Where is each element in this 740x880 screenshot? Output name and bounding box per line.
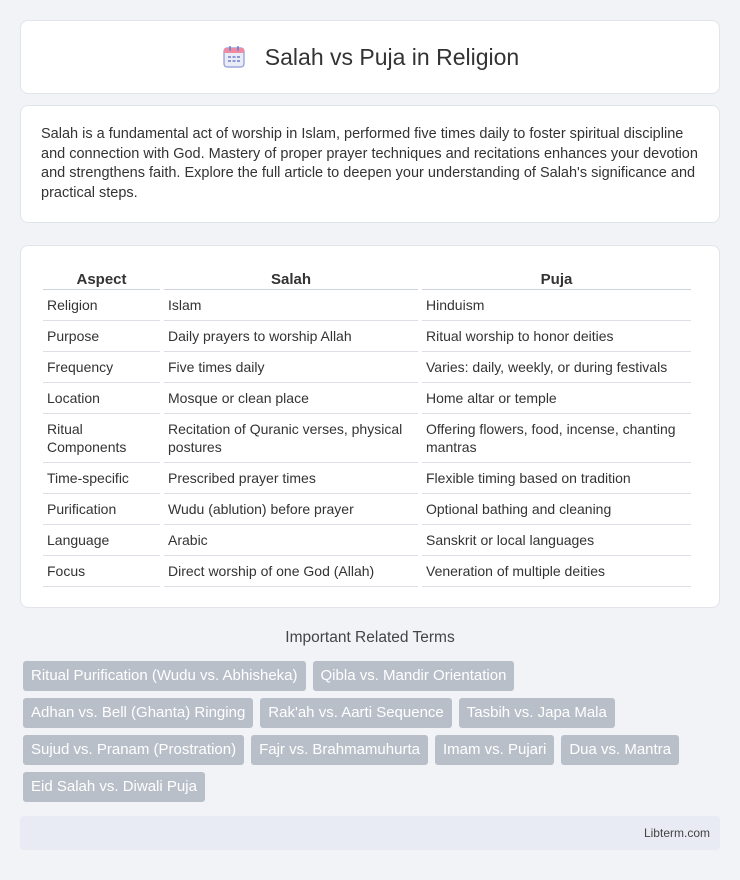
page-title: Salah vs Puja in Religion [264,43,520,70]
calendar-icon [221,44,247,70]
table-row [43,525,691,556]
table-row [43,352,691,383]
related-term-tag[interactable]: Adhan vs. Bell (Ghanta) Ringing [23,698,253,728]
table-cell: Prescribed prayer times [164,463,418,494]
intro-card [20,105,720,223]
table-cell: Veneration of multiple deities [422,556,691,587]
table-row [43,463,691,494]
table-cell: Islam [164,290,418,321]
table-cell: Direct worship of one God (Allah) [164,556,418,587]
intro-text: Salah is a fundamental act of worship in Islam, performed five times daily to foster spiritual discipline and connection with God. Mastery of proper prayer techniques and recitations enhances your devotion and strengthens faith. Explore the full article to deepen your understanding of Salah's significance and practical steps. [41,126,698,201]
related-term-tag[interactable]: Imam vs. Pujari [435,735,554,765]
table-cell: Mosque or clean place [164,383,418,414]
table-cell: Five times daily [164,352,418,383]
comparison-table [39,266,695,587]
related-term-tag[interactable]: Eid Salah vs. Diwali Puja [23,772,205,802]
table-cell: Purification [43,494,160,525]
column-header-aspect: Aspect [43,266,160,290]
table-cell: Wudu (ablution) before prayer [164,494,418,525]
table-cell: Purpose [43,321,160,352]
related-term-tag[interactable]: Dua vs. Mantra [561,735,679,765]
table-row [43,321,691,352]
comparison-table-card [20,245,720,608]
table-cell: Ritual Components [43,414,160,463]
table-cell: Hinduism [422,290,691,321]
related-term-tag[interactable]: Ritual Purification (Wudu vs. Abhisheka) [23,661,306,691]
table-cell: Location [43,383,160,414]
column-header-salah: Salah [164,266,418,290]
table-cell: Focus [43,556,160,587]
table-row [43,383,691,414]
table-cell: Frequency [43,352,160,383]
table-cell: Daily prayers to worship Allah [164,321,418,352]
table-cell: Optional bathing and cleaning [422,494,691,525]
column-header-puja: Puja [422,266,691,290]
table-cell: Flexible timing based on tradition [422,463,691,494]
table-cell: Recitation of Quranic verses, physical postures [164,414,418,463]
table-row [43,290,691,321]
table-cell: Varies: daily, weekly, or during festivals [422,352,691,383]
table-cell: Time-specific [43,463,160,494]
related-term-tag[interactable]: Qibla vs. Mandir Orientation [313,661,515,691]
related-term-tag[interactable]: Rak'ah vs. Aarti Sequence [260,698,451,728]
table-row [43,494,691,525]
table-row [43,414,691,463]
table-cell: Language [43,525,160,556]
footer-brand-link[interactable]: Libterm.com [643,826,710,840]
related-terms-list [23,661,723,802]
header-card [20,20,720,94]
table-cell: Religion [43,290,160,321]
table-cell: Offering flowers, food, incense, chanting mantras [422,414,691,463]
table-row [43,556,691,587]
table-cell: Home altar or temple [422,383,691,414]
table-cell: Ritual worship to honor deities [422,321,691,352]
footer [20,816,720,850]
related-term-tag[interactable]: Sujud vs. Pranam (Prostration) [23,735,244,765]
table-cell: Arabic [164,525,418,556]
related-term-tag[interactable]: Tasbih vs. Japa Mala [459,698,615,728]
related-terms-heading: Important Related Terms [285,629,455,646]
table-header-row [43,266,691,290]
table-cell: Sanskrit or local languages [422,525,691,556]
related-term-tag[interactable]: Fajr vs. Brahmamuhurta [251,735,428,765]
